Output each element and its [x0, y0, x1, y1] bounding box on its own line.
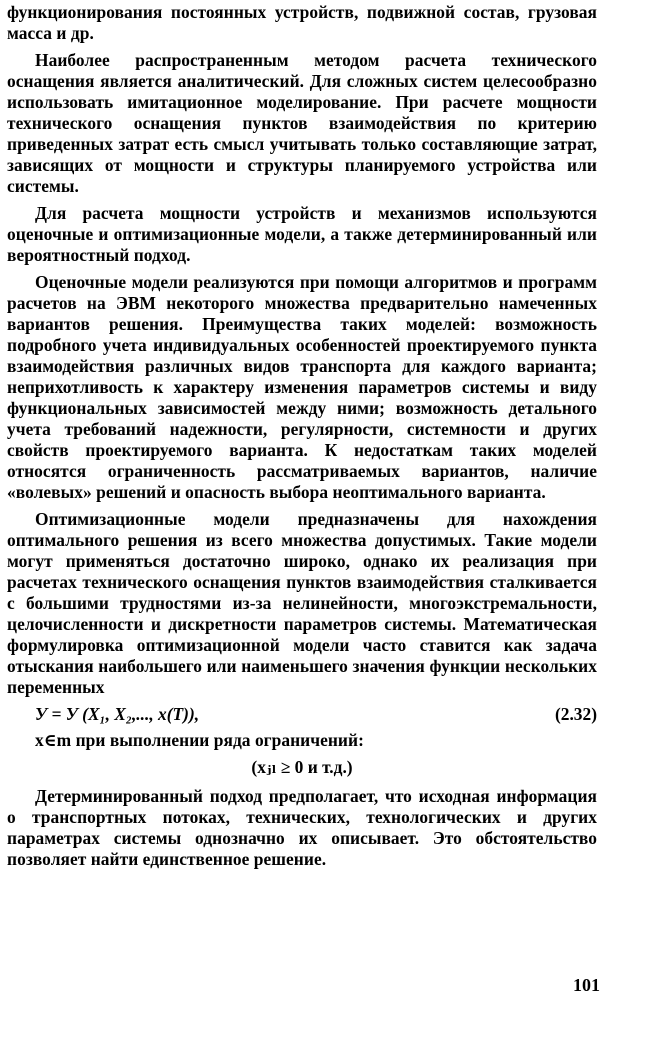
formula-number: (2.32) — [554, 704, 597, 724]
page-number: 101 — [573, 975, 600, 995]
paragraph-analytic-method: Наиболее распространенным методом расчета технического оснащения является аналитический. Для сложных систем целесообразно использовать имитационное моделирование. При расчете мощности технического оснащения пунктов взаимодействия по критерию приведенных затрат есть смысл учитывать только составляющие затрат, зависящих от мощности и структуры планируемого устройства или системы. — [7, 50, 597, 196]
formula-constraint: (xⱼₗ ≥ 0 и т.д.) — [251, 757, 353, 777]
formula-expression: У = У (X₁, X₂,..., x(T)), — [35, 704, 200, 724]
paragraph-deterministic-approach: Детерминированный подход предполагает, что исходная информация о транспортных потоках, технических, технологических и других параметрах системы однозначно их описывает. Это обстоятельство позволяет найти единственное решение. — [7, 786, 597, 869]
formula-condition: x∈m при выполнении ряда ограничений: — [35, 730, 364, 750]
paragraph-continuation: функционирования постоянных устройств, подвижной состав, грузовая масса и др. — [7, 2, 597, 43]
formula-2-32 — [7, 702, 597, 728]
body-text — [7, 2, 597, 870]
paragraph-evaluation-models: Оценочные модели реализуются при помощи алгоритмов и программ расчетов на ЭВМ некоторого множества предварительно намеченных вариантов решения. Преимущества таких моделей: возможность подробного учета индивидуальных особенностей проектируемого пункта взаимодействия различных видов транспорта для каждого варианта; неприхотливость к характеру изменения параметров системы и виду функциональных зависимостей между ними; возможность детального учета требований надежности, регулярности, системности и других свойств проектируемого варианта. К недостаткам таких моделей относятся ограниченность рассматриваемых вариантов, наличие «волевых» решений и опасность выбора неоптимального варианта. — [7, 272, 597, 502]
paragraph-models-overview: Для расчета мощности устройств и механизмов используются оценочные и оптимизационные модели, а также детерминированный или вероятностный подход. — [7, 203, 597, 265]
paragraph-optimization-models: Оптимизационные модели предназначены для нахождения оптимального решения из всего множества допустимых. Такие модели могут применяться достаточно широко, однако их реализация при расчетах технического оснащения пунктов взаимодействия сталкивается с большими трудностями из-за нелинейности, многоэкстремальности, целочисленности и дискретности параметров системы. Математическая формулировка оптимизационной модели часто ставится как задача отыскания наибольшего или наименьшего значения функции нескольких переменных — [7, 509, 597, 697]
